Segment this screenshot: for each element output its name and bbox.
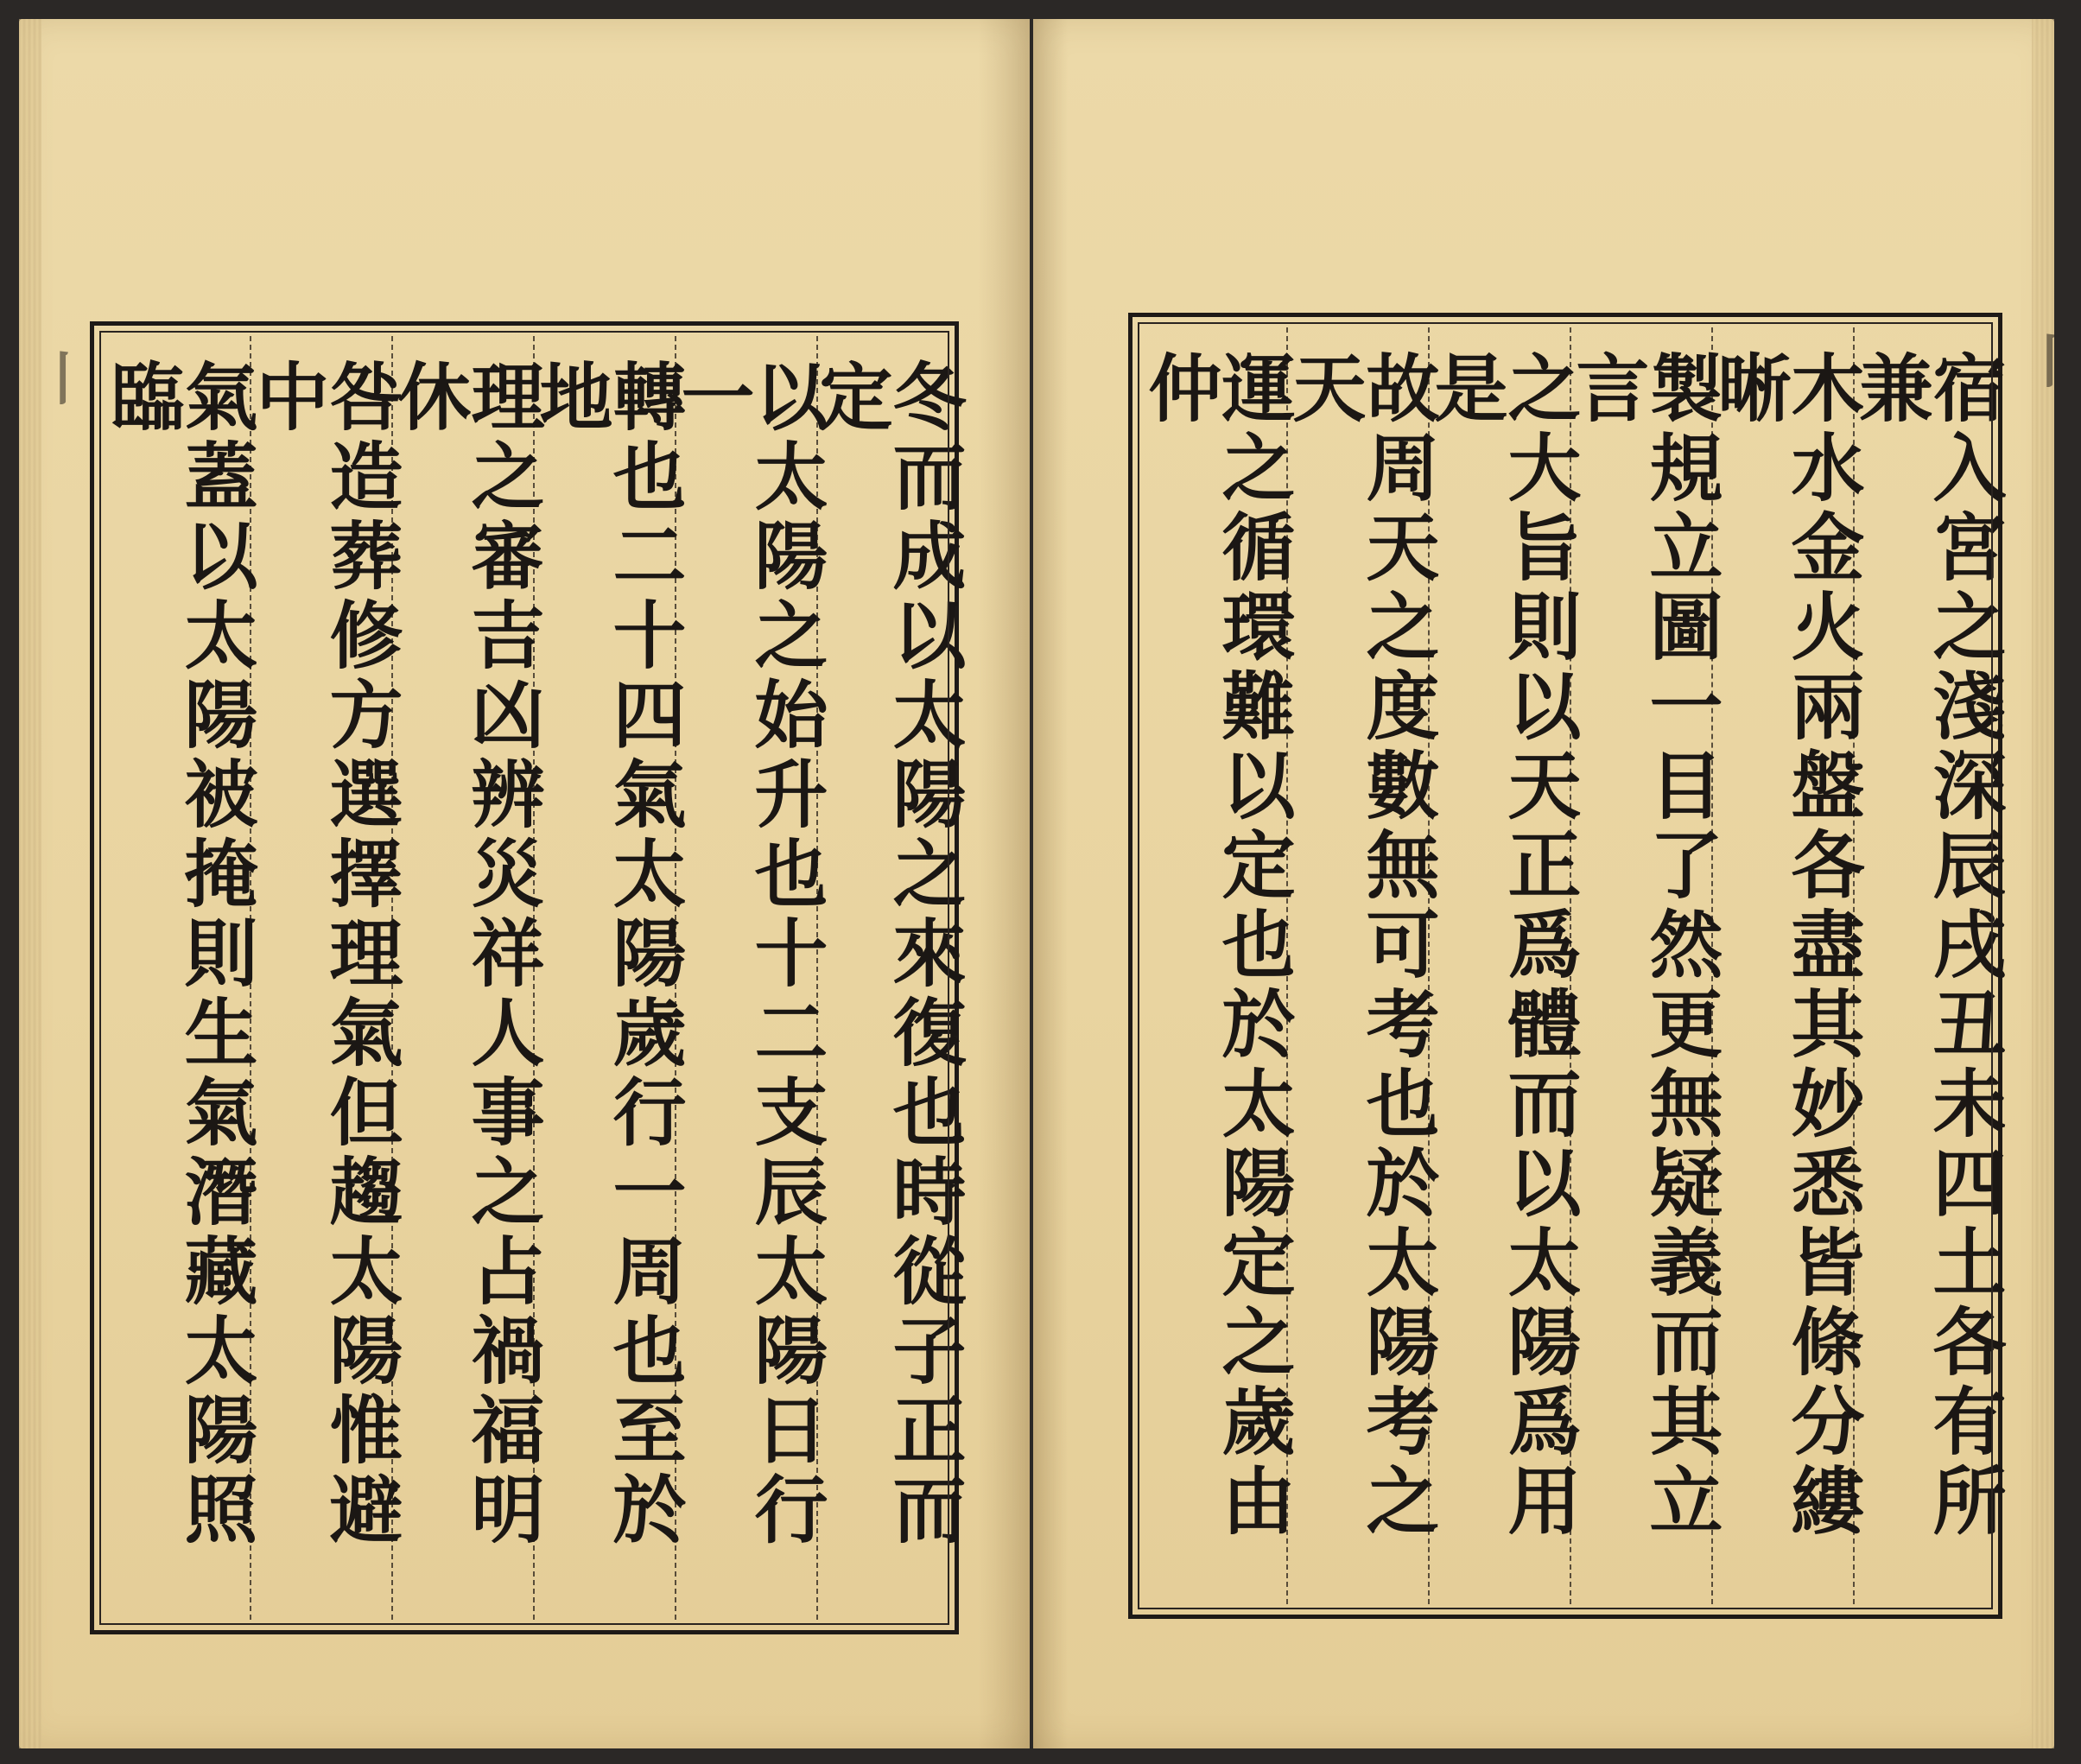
- left-text-frame: [90, 321, 967, 1634]
- right-column-5: [1280, 331, 1440, 1601]
- left-column-rule-3: [533, 336, 535, 1620]
- right-column-4: [1422, 331, 1582, 1601]
- right-column-1-text: 宿入宮之淺深辰戌丑未四土各有所兼: [1847, 350, 2007, 1542]
- left-column-1-text: 冬而成以太陽之來復也時從子正而定: [807, 359, 967, 1551]
- right-column-6: [1136, 331, 1296, 1601]
- right-gutter-shadow: [1033, 19, 1068, 1748]
- right-column-2-text: 木水金火兩盤各盡其妙悉皆條分縷晰: [1705, 350, 1865, 1542]
- left-page: [19, 19, 1030, 1748]
- left-column-2-text: 以太陽之始升也十二支辰太陽日行一: [669, 359, 828, 1551]
- right-column-rule-4: [1428, 327, 1430, 1604]
- left-column-5: [244, 339, 403, 1616]
- left-column-5-text: 咎造葬修方選擇理氣但趨太陽惟避中: [244, 359, 403, 1551]
- right-text-frame: [1128, 313, 2007, 1619]
- right-margin-mark: 〡: [2009, 330, 2081, 390]
- left-column-6: [98, 339, 258, 1616]
- right-column-rule-3: [1570, 327, 1571, 1604]
- right-column-rule-1: [1853, 327, 1855, 1604]
- left-column-4: [385, 339, 545, 1616]
- left-column-3-text: 轉也二十四氣太陽歲行一周也至於地: [527, 359, 687, 1551]
- left-column-1: [807, 339, 967, 1616]
- left-column-rule-1: [816, 336, 818, 1620]
- right-column-3-text: 製規立圖一目了然更無疑義而其立言: [1564, 350, 1723, 1542]
- left-column-rule-5: [250, 336, 251, 1620]
- right-column-6-text: 運之循環難以定也於太陽定之歲由仲: [1136, 350, 1296, 1542]
- right-page: [1033, 19, 2081, 1748]
- left-page-edge: [19, 19, 41, 1748]
- left-column-6-text: 氣蓋以太陽被掩則生氣潛藏太陽照臨: [98, 359, 258, 1551]
- right-column-4-text: 之大旨則以天正爲體而以太陽爲用是: [1422, 350, 1582, 1542]
- right-column-rule-5: [1286, 327, 1288, 1604]
- left-column-3: [527, 339, 687, 1616]
- right-column-5-text: 故周天之度數無可考也於太陽考之天: [1280, 350, 1440, 1542]
- left-column-rule-4: [391, 336, 393, 1620]
- right-column-2: [1705, 331, 1865, 1601]
- left-column-4-text: 理之審吉凶辨災祥人事之占禍福明休: [385, 359, 545, 1551]
- right-page-edge: [2032, 19, 2054, 1748]
- right-column-rule-2: [1711, 327, 1713, 1604]
- left-margin-mark: 〡: [22, 347, 94, 408]
- right-column-1: [1847, 331, 2007, 1601]
- left-column-rule-2: [675, 336, 676, 1620]
- right-column-3: [1564, 331, 1723, 1601]
- left-column-2: [669, 339, 828, 1616]
- left-gutter-shadow: [978, 19, 1030, 1748]
